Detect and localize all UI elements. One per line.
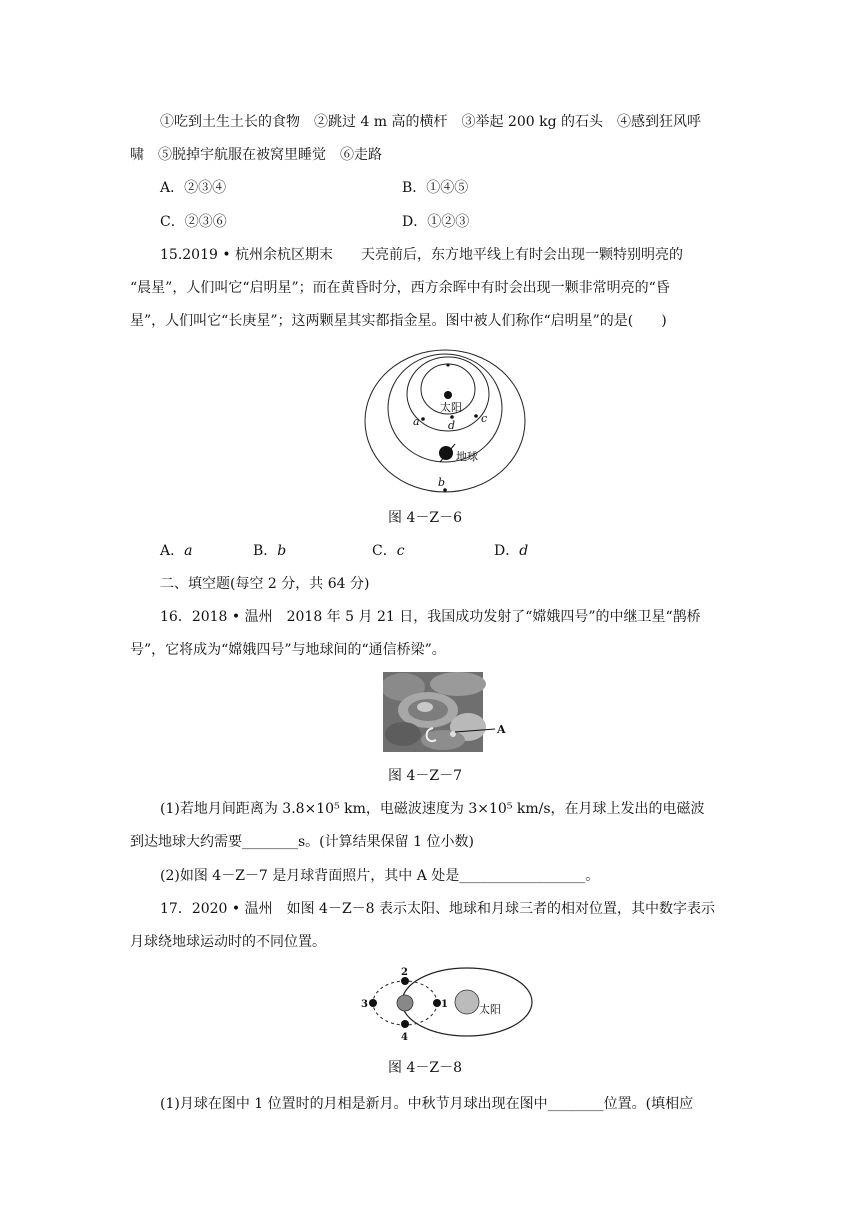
q14-option-a: A．②③④ [160, 180, 227, 196]
q16-stem-line2: 号”，它将成为“嫦娥四号”与地球间的“通信桥梁”。 [130, 642, 446, 658]
q14-option-d: D．①②③ [402, 214, 470, 230]
q14-option-c: C．②③⑥ [160, 214, 227, 230]
q15-option-a: A．a [160, 543, 193, 559]
planet-a [421, 417, 425, 421]
earth-circle [397, 995, 413, 1011]
label-c: c [481, 412, 488, 425]
label-d: d [448, 419, 456, 432]
earth-dot [439, 446, 453, 460]
q15-stem-line1: 15.2019 • 杭州余杭区期末 天亮前后，东方地平线上有时会出现一颗特别明亮的 [160, 247, 684, 263]
q15-option-b: B．b [253, 543, 287, 559]
planet-c [474, 414, 478, 418]
q17-stem-line1: 17．2020 • 温州 如图 4－Z－8 表示太阳、地球和月球三者的相对位置，其中数字表示 [160, 901, 716, 917]
label-a-photo: A [497, 723, 506, 736]
sun-earth-moon-figure [355, 966, 545, 1044]
moon-far-side-photo [383, 672, 513, 752]
q16-stem-line1: 16．2018 • 温州 2018 年 5 月 21 日，我国成功发射了“嫦娥四号”的中继卫星“鹊桥 [160, 609, 701, 625]
q17-stem-line2: 月球绕地球运动时的不同位置。 [130, 934, 326, 950]
q16-sub2: (2)如图 4－Z－7 是月球背面照片，其中 A 处是__________________。 [160, 868, 600, 884]
solar-orbit-figure [360, 345, 530, 495]
q14-options-line1: ①吃到土生土长的食物 ②跳过 4 m 高的横杆 ③举起 200 kg 的石头 ④感到狂风呼 [160, 114, 702, 130]
figure-4-z-6-caption: 图 4－Z－6 [388, 510, 462, 526]
q15-option-d: D．d [494, 543, 529, 559]
planet-top [446, 363, 449, 366]
pos-label-1: 1 [441, 999, 448, 1010]
sun-label: 太阳 [440, 401, 462, 414]
figure-4-z-7-caption: 图 4－Z－7 [388, 768, 462, 784]
q14-option-b: B．①④⑤ [402, 180, 469, 196]
q16-sub1-line2: 到达地球大约需要________s。(计算结果保留 1 位小数) [130, 834, 474, 850]
label-a: a [413, 415, 420, 428]
pos-label-2: 2 [401, 967, 408, 978]
label-b: b [438, 476, 446, 489]
sun-label-fig8: 太阳 [479, 1003, 501, 1016]
moon-pos-3 [369, 999, 377, 1007]
section-2-heading: 二、填空题(每空 2 分，共 64 分) [160, 576, 370, 592]
q17-sub1: (1)月球在图中 1 位置时的月相是新月。中秋节月球出现在图中________位置。(填相应 [160, 1096, 694, 1112]
q16-sub1-line1: (1)若地月间距离为 3.8×10⁵ km，电磁波速度为 3×10⁵ km/s，在月球上发出的电磁波 [160, 801, 705, 817]
earth-label: 地球 [456, 450, 478, 463]
sun-dot [444, 391, 452, 399]
figure-4-z-8-caption: 图 4－Z－8 [388, 1060, 462, 1076]
pos-label-3: 3 [361, 999, 368, 1010]
q15-stem-line2: “晨星”，人们叫它“启明星”；而在黄昏时分，西方余晖中有时会出现一颗非常明亮的“昏 [130, 280, 670, 296]
pos-label-4: 4 [401, 1032, 408, 1043]
q15-option-c: C．c [372, 543, 405, 559]
q14-options-line2: 啸 ⑤脱掉宇航服在被窝里睡觉 ⑥走路 [130, 147, 382, 163]
q15-stem-line3: 星”，人们叫它“长庚星”；这两颗星其实都指金星。图中被人们称作“启明星”的是( ) [130, 313, 667, 329]
moon-pos-4 [401, 1020, 409, 1028]
moon-pos-2 [401, 977, 409, 985]
sun-circle [455, 990, 479, 1014]
outer-orbit [365, 350, 525, 492]
moon-pos-1 [433, 999, 441, 1007]
